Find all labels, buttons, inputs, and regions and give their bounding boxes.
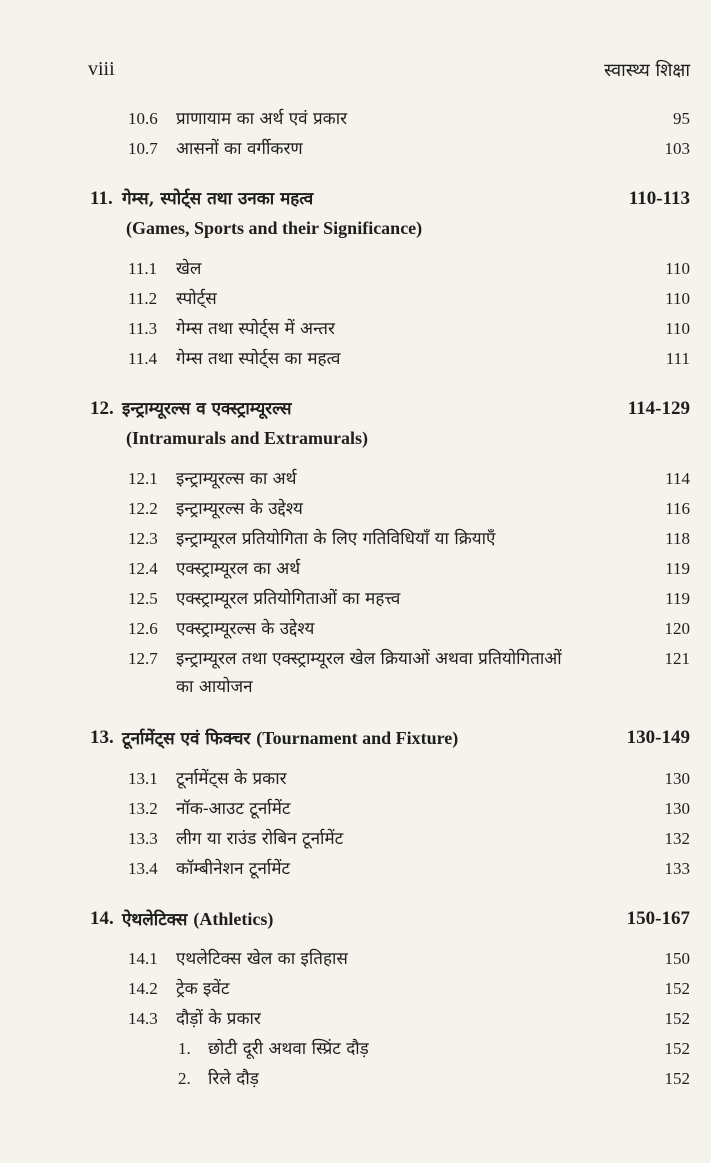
chapter-title-english: (Athletics)	[193, 909, 274, 929]
toc-item: 12.6 एक्स्ट्राम्यूरल्स के उद्देश्य 120	[128, 619, 690, 639]
chapter-title: टूर्नामेंट्स एवं फिक्चर	[122, 729, 251, 749]
chapter-subtitle: (Intramurals and Extramurals)	[126, 428, 368, 448]
page-number-label: viii	[88, 58, 115, 80]
toc-item: 11.3 गेम्स तथा स्पोर्ट्स में अन्तर 110	[128, 319, 690, 339]
toc-item: 12.5 एक्स्ट्राम्यूरल प्रतियोगिताओं का महत्त्व 119	[128, 589, 690, 609]
toc-item: 10.7 आसनों का वर्गीकरण 103	[128, 139, 690, 159]
chapter-heading: 13. टूर्नामेंट्स एवं फिक्चर (Tournament and Fixture) 130-149	[90, 727, 690, 749]
chapter-heading: 11. गेम्स, स्पोर्ट्स तथा उनका महत्व 110-113	[90, 188, 690, 209]
toc-item-continuation: का आयोजन	[176, 677, 253, 697]
toc-item: 14.1 एथलेटिक्स खेल का इतिहास 150	[128, 949, 690, 969]
toc-item: 14.2 ट्रेक इवेंट 152	[128, 979, 690, 999]
toc-item: 10.6 प्राणायाम का अर्थ एवं प्रकार 95	[128, 109, 690, 129]
toc-item: 13.4 कॉम्बीनेशन टूर्नामेंट 133	[128, 859, 690, 879]
toc-item: 12.7 इन्ट्राम्यूरल तथा एक्स्ट्राम्यूरल खेल क्रियाओं अथवा प्रतियोगिताओं 121	[128, 649, 690, 669]
toc-item: 11.2 स्पोर्ट्स 110	[128, 289, 690, 309]
toc-item: 12.3 इन्ट्राम्यूरल प्रतियोगिता के लिए गतिविधियाँ या क्रियाएँ 118	[128, 529, 690, 549]
toc-item: 13.1 टूर्नामेंट्स के प्रकार 130	[128, 769, 690, 789]
toc-subitem: 2. रिले दौड़ 152	[178, 1069, 690, 1089]
toc-item: 14.3 दौड़ों के प्रकार 152	[128, 1009, 690, 1029]
toc-item: 12.2 इन्ट्राम्यूरल्स के उद्देश्य 116	[128, 499, 690, 519]
toc-item: 11.1 खेल 110	[128, 259, 690, 279]
running-title: स्वास्थ्य शिक्षा	[604, 60, 690, 81]
toc-item: 12.1 इन्ट्राम्यूरल्स का अर्थ 114	[128, 469, 690, 489]
toc-subitem: 1. छोटी दूरी अथवा स्प्रिंट दौड़ 152	[178, 1039, 690, 1059]
chapter-title-english: (Tournament and Fixture)	[256, 728, 459, 748]
chapter-subtitle: (Games, Sports and their Significance)	[126, 218, 423, 238]
chapter-title: ऐथलेटिक्स	[122, 910, 188, 930]
toc-item: 12.4 एक्स्ट्राम्यूरल का अर्थ 119	[128, 559, 690, 579]
toc-item: 11.4 गेम्स तथा स्पोर्ट्स का महत्व 111	[128, 349, 690, 369]
chapter-heading: 14. ऐथलेटिक्स (Athletics) 150-167	[90, 908, 690, 930]
chapter-heading: 12. इन्ट्राम्यूरल्स व एक्स्ट्राम्यूरल्स 114-129	[90, 398, 690, 419]
toc-item: 13.2 नॉक-आउट टूर्नामेंट 130	[128, 799, 690, 819]
toc-item: 13.3 लीग या राउंड रोबिन टूर्नामेंट 132	[128, 829, 690, 849]
